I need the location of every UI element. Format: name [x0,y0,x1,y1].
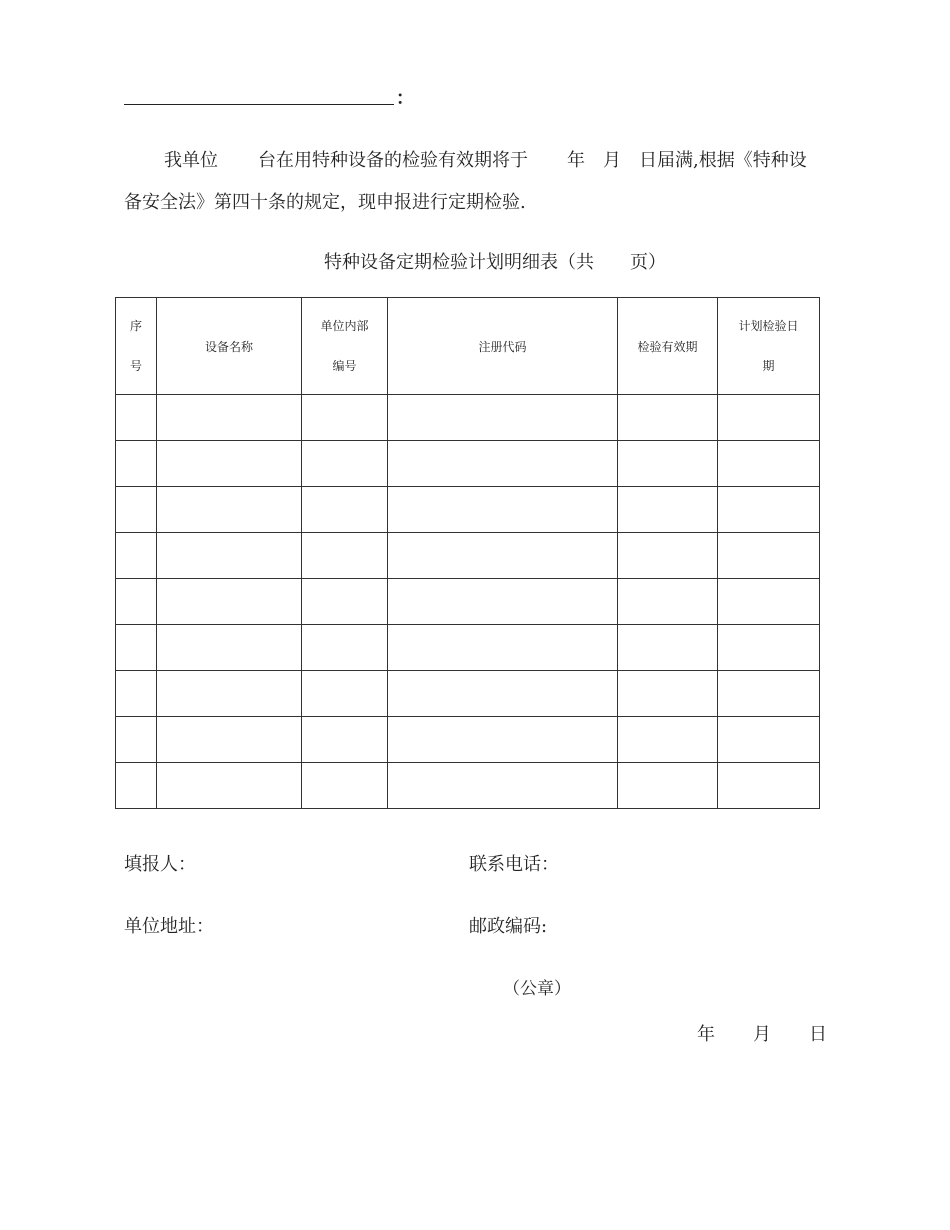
header-internal-no-top: 单位内部 [320,319,369,333]
cell-index[interactable] [116,533,157,579]
cell-plan-date[interactable] [718,395,820,441]
seal-label: （公章） [503,979,571,999]
table-header-row [116,298,820,395]
cell-index[interactable] [116,763,157,809]
cell-device-name[interactable] [157,487,302,533]
table-body [116,395,820,809]
cell-plan-date[interactable] [718,441,820,487]
cell-device-name[interactable] [157,579,302,625]
cell-validity[interactable] [618,579,718,625]
cell-index[interactable] [116,395,157,441]
paragraph-part-1: 我单位 [164,150,218,171]
addressee-colon: ： [396,88,414,109]
phone-label: 联系电话： [469,854,559,875]
table-row [116,395,820,441]
cell-device-name[interactable] [157,717,302,763]
cell-index[interactable] [116,625,157,671]
paragraph-line-2: 备安全法》第四十条的规定，现申报进行定期检验. [124,192,526,213]
cell-register-code[interactable] [388,395,618,441]
cell-validity[interactable] [618,533,718,579]
cell-validity[interactable] [618,395,718,441]
cell-validity[interactable] [618,671,718,717]
header-internal-no [302,298,388,395]
paragraph-month: 月 [603,150,621,171]
cell-index[interactable] [116,487,157,533]
inspection-plan-table [115,297,820,809]
cell-device-name[interactable] [157,763,302,809]
cell-plan-date[interactable] [718,763,820,809]
header-index-top: 序 [129,319,142,333]
header-device-name: 设备名称 [157,298,302,395]
header-index-bottom: 号 [129,359,142,373]
cell-device-name[interactable] [157,625,302,671]
cell-internal-no[interactable] [302,763,388,809]
paragraph-part-3: 日届满,根据《特种设 [639,150,807,171]
cell-register-code[interactable] [388,763,618,809]
header-plan-date-top: 计划检验日 [738,319,799,333]
paragraph-line-1 [124,146,834,172]
header-internal-no-bottom: 编号 [332,359,357,373]
cell-plan-date[interactable] [718,533,820,579]
date-line [697,1020,827,1046]
table-row [116,763,820,809]
table-row [116,625,820,671]
cell-register-code[interactable] [388,579,618,625]
cell-internal-no[interactable] [302,395,388,441]
table-row [116,671,820,717]
table-row [116,717,820,763]
cell-register-code[interactable] [388,625,618,671]
paragraph-part-2: 台在用特种设备的检验有效期将于 [258,150,528,171]
table-title-main: 特种设备定期检验计划明细表（共 [324,252,594,273]
cell-plan-date[interactable] [718,487,820,533]
cell-plan-date[interactable] [718,717,820,763]
cell-index[interactable] [116,579,157,625]
cell-internal-no[interactable] [302,625,388,671]
header-index [116,298,157,395]
table-row [116,579,820,625]
table-row [116,441,820,487]
cell-internal-no[interactable] [302,579,388,625]
cell-plan-date[interactable] [718,625,820,671]
header-validity: 检验有效期 [618,298,718,395]
cell-register-code[interactable] [388,533,618,579]
cell-internal-no[interactable] [302,671,388,717]
cell-register-code[interactable] [388,441,618,487]
cell-internal-no[interactable] [302,533,388,579]
cell-register-code[interactable] [388,717,618,763]
cell-internal-no[interactable] [302,717,388,763]
table-row [116,533,820,579]
header-register-code: 注册代码 [388,298,618,395]
cell-device-name[interactable] [157,395,302,441]
paragraph-year: 年 [567,150,585,171]
cell-device-name[interactable] [157,671,302,717]
cell-internal-no[interactable] [302,487,388,533]
address-label: 单位地址： [124,916,214,937]
cell-register-code[interactable] [388,487,618,533]
date-month: 月 [753,1024,771,1045]
header-plan-date [718,298,820,395]
addressee-underline[interactable] [124,104,394,105]
cell-validity[interactable] [618,441,718,487]
cell-device-name[interactable] [157,533,302,579]
header-plan-date-bottom: 期 [762,359,775,373]
cell-plan-date[interactable] [718,579,820,625]
cell-validity[interactable] [618,717,718,763]
cell-register-code[interactable] [388,671,618,717]
table-title [0,248,950,274]
cell-validity[interactable] [618,625,718,671]
date-year: 年 [697,1024,715,1045]
table-row [116,487,820,533]
date-day: 日 [809,1024,827,1045]
cell-device-name[interactable] [157,441,302,487]
cell-index[interactable] [116,717,157,763]
postcode-label: 邮政编码: [469,916,548,937]
cell-validity[interactable] [618,763,718,809]
cell-index[interactable] [116,671,157,717]
cell-internal-no[interactable] [302,441,388,487]
cell-validity[interactable] [618,487,718,533]
cell-plan-date[interactable] [718,671,820,717]
filler-label: 填报人： [124,854,196,875]
table-title-end: 页） [630,252,666,273]
cell-index[interactable] [116,441,157,487]
